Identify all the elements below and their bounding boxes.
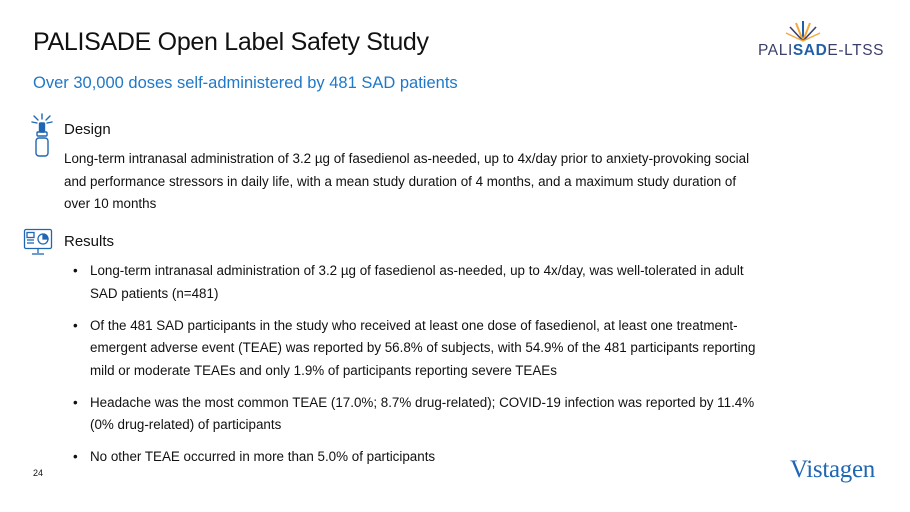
bullet-line: mild or moderate TEAEs and only 1.9% of participants reporting severe TEAEs xyxy=(90,362,557,378)
palisade-ltss-logo xyxy=(758,20,885,64)
results-bullet xyxy=(64,446,864,469)
results-heading: Results xyxy=(64,233,115,250)
bullet-line: Long-term intranasal administration of 3.2 µg of fasedienol as-needed, up to 4x/day, was well-tolerated in adult xyxy=(90,263,744,278)
logo-text xyxy=(758,42,884,60)
results-bullet-list xyxy=(64,260,864,478)
design-text-line: Long-term intranasal administration of 3.2 µg of fasedienol as-needed, up to 4x/day prior to anxiety-provoking social xyxy=(64,151,750,166)
bullet-line: (0% drug-related) of participants xyxy=(90,417,282,432)
logo-rays-icon xyxy=(778,20,828,42)
nasal-spray-icon xyxy=(30,112,54,158)
bullet-marker: • xyxy=(73,263,78,278)
logo-text-highlight: SAD xyxy=(792,42,828,59)
bullet-marker: • xyxy=(73,317,78,333)
slide-subtitle: Over 30,000 doses self-administered by 481 SAD patients xyxy=(33,74,458,92)
bullet-marker: • xyxy=(73,449,78,464)
vistagen-logo: Vistagen xyxy=(790,456,875,483)
design-text xyxy=(64,148,864,216)
design-heading: Design xyxy=(64,121,111,138)
results-bullet xyxy=(64,260,864,305)
results-bullet xyxy=(64,315,864,383)
bullet-line: SAD patients (n=481) xyxy=(90,285,219,301)
monitor-chart-icon xyxy=(23,228,53,256)
slide-title: PALISADE Open Label Safety Study xyxy=(33,28,429,56)
bullet-marker: • xyxy=(73,394,78,410)
logo-text-prefix: PALI xyxy=(758,42,793,59)
results-bullet xyxy=(64,392,864,437)
design-text-line: over 10 months xyxy=(64,196,157,211)
bullet-line: Headache was the most common TEAE (17.0%; 8.7% drug-related); COVID-19 infection was reported by 11.4% xyxy=(90,394,755,410)
bullet-line: No other TEAE occurred in more than 5.0% of participants xyxy=(90,449,436,464)
bullet-line: Of the 481 SAD participants in the study who received at least one dose of fasedienol, at least one treatment- xyxy=(90,317,738,333)
design-text-line: and performance stressors in daily life, with a mean study duration of 4 months, and a maximum study duration of xyxy=(64,173,737,189)
bullet-line: emergent adverse event (TEAE) was reported by 56.8% of subjects, with 54.9% of the 481 participants reporting xyxy=(90,340,756,355)
page-number: 24 xyxy=(33,468,44,478)
logo-text-suffix: E-LTSS xyxy=(827,42,885,59)
